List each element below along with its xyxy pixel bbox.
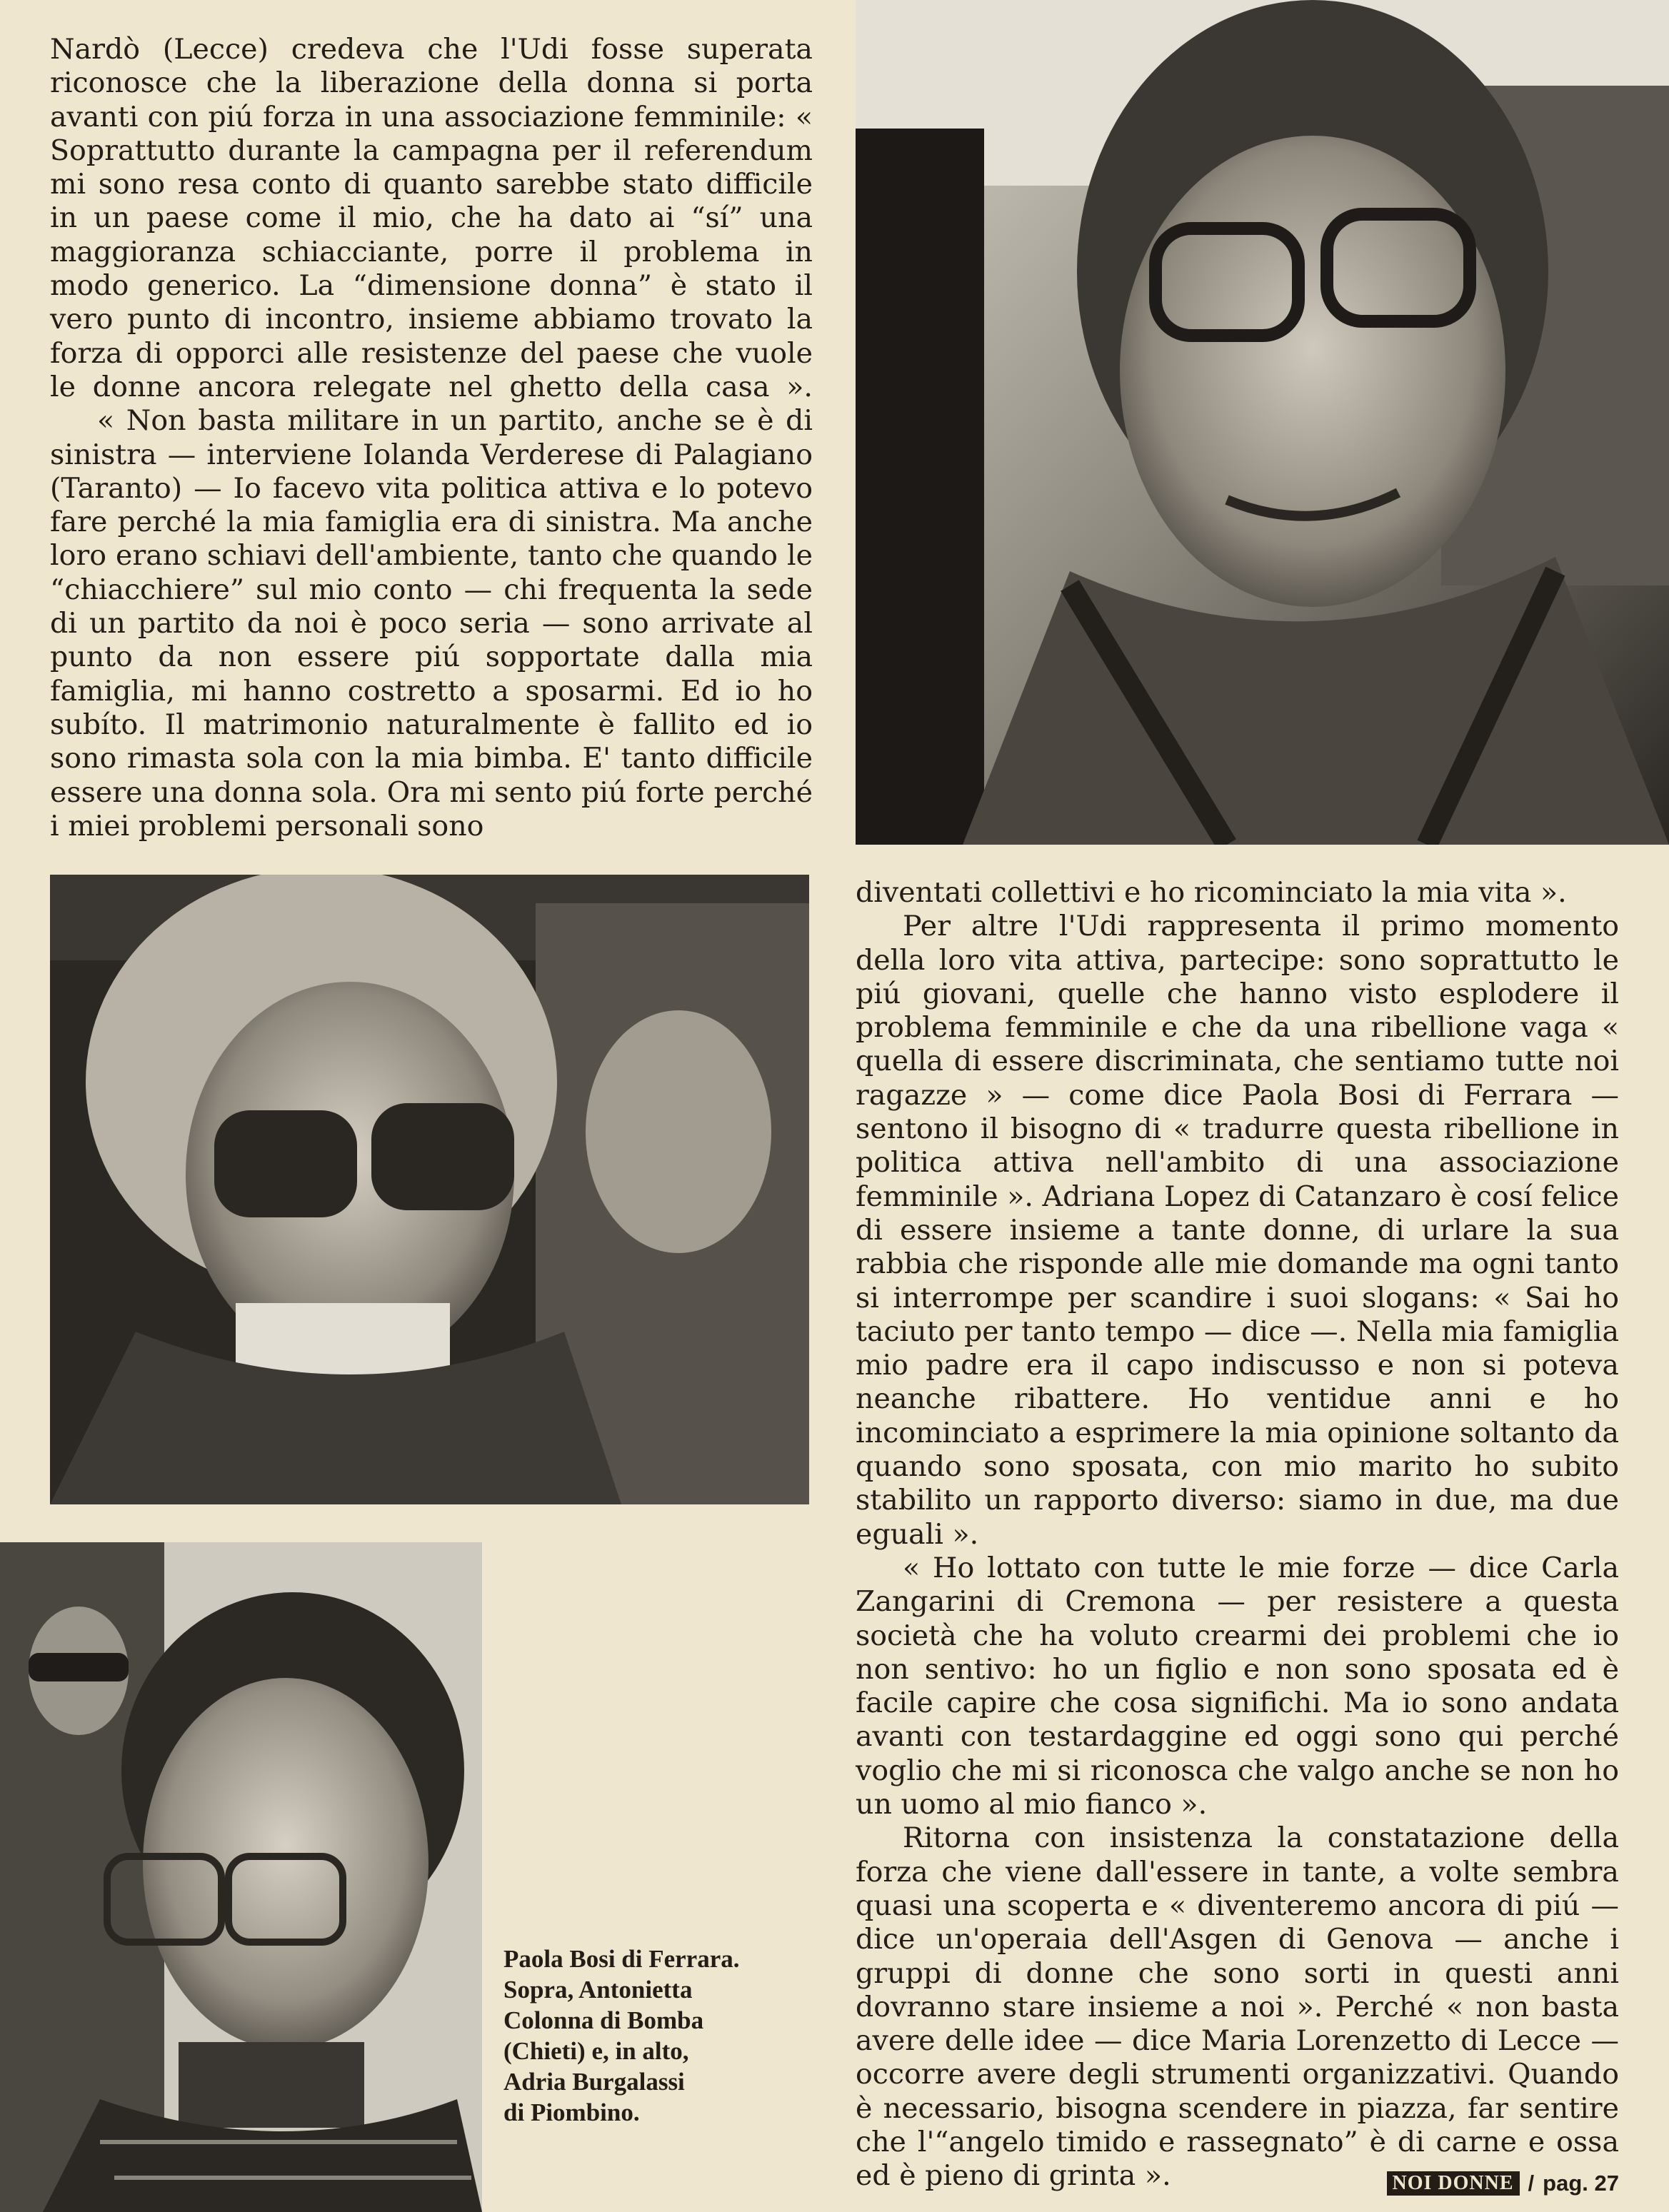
photo-paola-bosi <box>50 875 809 1504</box>
caption-line: Paola Bosi di Ferrara. <box>503 1945 740 1973</box>
photo-antonietta-colonna <box>0 1542 482 2212</box>
page-number: pag. 27 <box>1543 2171 1619 2196</box>
article-column-left <box>50 33 813 843</box>
paragraph: Per altre l'Udi rappresenta il primo momento della loro vita attiva, partecipe: sono soprattutto le piú giovani, quelle che hanno visto esplodere il problema femminile e che da una ribellione vaga « quella di essere discriminata, che sentiamo tutte noi ragazze » — come dice Paola Bosi di Ferrara — sentono il bisogno di « tradurre questa ribellione in politica attiva nell'ambito di una associazione femminile ». Adriana Lopez di Catanzaro è cosí felice di essere insieme a tante donne, di urlare la sua rabbia che risponde alle mie domande ma ogni tanto si interrompe per scandire i suoi slogans: « Sai ho taciuto per tanto tempo — dice —. Nella mia famiglia mio padre era il capo indiscusso e non si poteva neanche ribattere. Ho ventidue anni e ho incominciato a esprimere la mia opinione soltanto da quando sono sposata, con mio marito ho subito stabilito un rapporto diverso: siamo in due, ma due eguali ». <box>856 910 1619 1551</box>
paragraph: « Ho lottato con tutte le mie forze — dice Carla Zangarini di Cremona — per resistere a questa società che ha voluto crearmi dei problemi che io non sentivo: ho un figlio e non sono sposata ed è facile capire che cosa significhi. Ma io sono andata avanti con testardaggine ed oggi sono qui perché voglio che mi si riconosca che valgo anche se non ho un uomo al mio fianco ». <box>856 1551 1619 1821</box>
photo-caption <box>503 1944 839 2128</box>
paragraph: diventati collettivi e ho ricominciato la mia vita ». <box>856 876 1567 909</box>
paragraph: « Non basta militare in un partito, anche se è di sinistra — interviene Iolanda Verderese di Palagiano (Taranto) — Io facevo vita politica attiva e lo potevo fare perché la mia famiglia era di sinistra. Ma anche loro erano schiavi dell'ambiente, tanto che quando le “chiacchiere” sul mio conto — chi frequenta la sede di un partito da noi è poco seria — sono arrivate al punto da non essere piú sopportate dalla mia famiglia, mi hanno costretto a sposarmi. Ed io ho subíto. Il matrimonio naturalmente è fallito ed io sono rimasta sola con la mia bimba. E' tanto difficile essere una donna sola. Ora mi sento piú forte perché i miei problemi personali sono <box>50 404 813 843</box>
caption-line: (Chieti) e, in alto, <box>503 2037 689 2065</box>
caption-line: Adria Burgalassi <box>503 2068 685 2096</box>
page-footer <box>1387 2171 1619 2196</box>
masthead-logo: NOI DONNE <box>1387 2171 1520 2196</box>
paragraph: Nardò (Lecce) credeva che l'Udi fosse superata riconosce che la liberazione della donna si porta avanti con piú forza in una associazione femminile: « Soprattutto durante la campagna per il referendum mi sono resa conto di quanto sarebbe stato difficile in un paese come il mio, che ha dato ai “sí” una maggioranza schiacciante, porre il problema in modo generico. La “dimensione donna” è stato il vero punto di incontro, insieme abbiamo trovato la forza di opporci alle resistenze del paese che vuole le donne ancora relegate nel ghetto della casa ». <box>50 33 813 403</box>
caption-line: di Piombino. <box>503 2098 640 2126</box>
photo-adria-burgalassi <box>856 0 1669 845</box>
footer-separator: / <box>1528 2171 1535 2196</box>
paragraph: Ritorna con insistenza la constatazione della forza che viene dall'essere in tante, a volte sembra quasi una scoperta e « diventeremo ancora di piú — dice un'operaia dell'Asgen di Genova — anche i gruppi di donne che sono sorti in questi anni dovranno stare insieme a noi ». Perché « non basta avere delle idee — dice Maria Lorenzetto di Lecce — occorre avere degli strumenti organizzativi. Quando è necessario, bisogna scendere in piazza, far sentire che l'“angelo timido e rassegnato” è di carne e ossa ed è pieno di grinta ». <box>856 1821 1619 2193</box>
article-column-right <box>856 876 1619 2193</box>
caption-line: Sopra, Antonietta <box>503 1976 693 2004</box>
caption-line: Colonna di Bomba <box>503 2006 704 2034</box>
